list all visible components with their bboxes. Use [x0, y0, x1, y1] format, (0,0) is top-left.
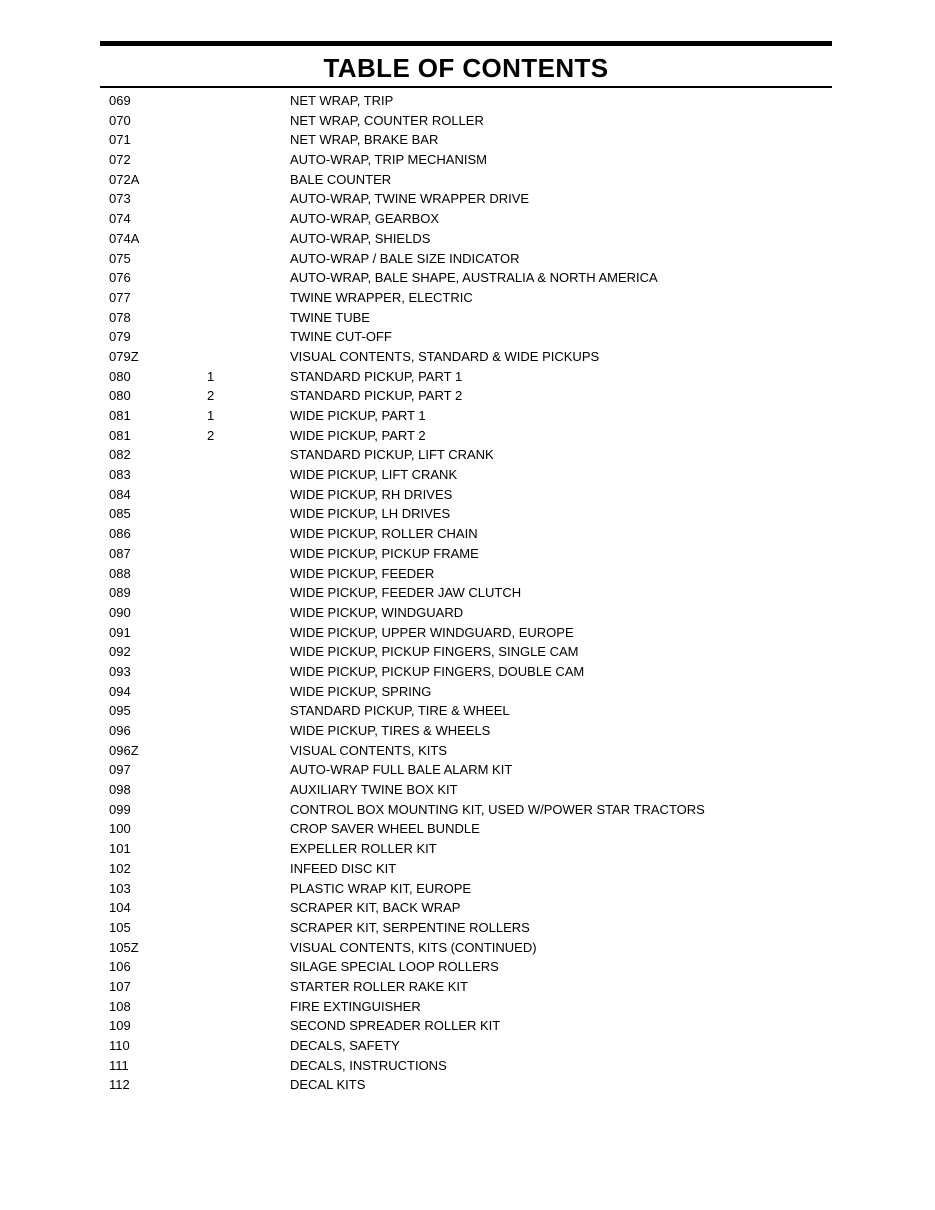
entry-description: WIDE PICKUP, ROLLER CHAIN: [290, 526, 478, 542]
entry-description: TWINE CUT-OFF: [290, 329, 392, 345]
table-row[interactable]: [0, 308, 935, 328]
entry-description: WIDE PICKUP, UPPER WINDGUARD, EUROPE: [290, 624, 574, 640]
table-row[interactable]: [0, 1036, 935, 1056]
section-number: 076: [109, 270, 131, 286]
entry-description: WIDE PICKUP, PICKUP FINGERS, SINGLE CAM: [290, 644, 579, 660]
table-row[interactable]: [0, 426, 935, 446]
section-number: 070: [109, 112, 131, 128]
entry-description: WIDE PICKUP, FEEDER JAW CLUTCH: [290, 585, 522, 601]
entry-description: CROP SAVER WHEEL BUNDLE: [290, 821, 480, 837]
entry-description: FIRE EXTINGUISHER: [290, 998, 421, 1014]
entry-description: STANDARD PICKUP, PART 2: [290, 388, 463, 404]
entry-description: SILAGE SPECIAL LOOP ROLLERS: [290, 959, 499, 975]
table-row[interactable]: [0, 288, 935, 308]
section-number: 074: [109, 211, 131, 227]
table-row[interactable]: [0, 583, 935, 603]
entry-description: AUTO-WRAP, SHIELDS: [290, 230, 431, 246]
section-number: 086: [109, 526, 131, 542]
table-row[interactable]: [0, 268, 935, 288]
entry-description: WIDE PICKUP, LH DRIVES: [290, 506, 451, 522]
section-number: 109: [109, 1018, 131, 1034]
table-row[interactable]: [0, 859, 935, 879]
entry-description: WIDE PICKUP, PART 1: [290, 408, 426, 423]
header-bottom-rule: [100, 86, 832, 88]
table-row[interactable]: [0, 623, 935, 643]
table-row[interactable]: [0, 130, 935, 150]
section-number: 110: [109, 1038, 130, 1053]
section-number: 089: [109, 585, 131, 601]
entry-description: DECAL KITS: [290, 1077, 366, 1093]
entry-description: STANDARD PICKUP, TIRE & WHEEL: [290, 703, 510, 719]
table-row[interactable]: [0, 1016, 935, 1036]
table-row[interactable]: [0, 445, 935, 465]
header-top-rule: [100, 41, 832, 46]
table-row[interactable]: [0, 839, 935, 859]
entry-description: CONTROL BOX MOUNTING KIT, USED W/POWER STAR TRACTORS: [290, 801, 705, 817]
table-row[interactable]: [0, 91, 935, 111]
section-number: 085: [109, 506, 131, 522]
section-number: 095: [109, 703, 131, 719]
section-number: 077: [109, 289, 131, 305]
section-number: 082: [109, 447, 131, 463]
section-number: 102: [109, 860, 131, 876]
table-row[interactable]: [0, 347, 935, 367]
part-number: 2: [207, 427, 215, 443]
table-of-contents-list: [0, 91, 935, 1095]
entry-description: AUTO-WRAP, BALE SHAPE, AUSTRALIA & NORTH AMERICA: [290, 270, 658, 286]
entry-description: WIDE PICKUP, WINDGUARD: [290, 604, 464, 620]
table-row[interactable]: [0, 386, 935, 406]
section-number: 075: [109, 250, 131, 266]
section-number: 090: [109, 604, 131, 620]
entry-description: SCRAPER KIT, BACK WRAP: [290, 900, 461, 916]
section-number: 072A: [109, 171, 140, 187]
table-row[interactable]: [0, 957, 935, 977]
entry-description: TWINE WRAPPER, ELECTRIC: [290, 289, 473, 305]
section-number: 111: [109, 1057, 129, 1073]
table-row[interactable]: [0, 741, 935, 761]
section-number: 080: [109, 388, 131, 404]
table-row[interactable]: [0, 111, 935, 131]
table-row[interactable]: [0, 209, 935, 229]
entry-description: NET WRAP, TRIP: [290, 93, 394, 108]
table-row[interactable]: [0, 780, 935, 800]
table-row[interactable]: [0, 938, 935, 958]
entry-description: WIDE PICKUP, LIFT CRANK: [290, 467, 458, 483]
table-row[interactable]: [0, 249, 935, 269]
section-number: 087: [109, 545, 131, 561]
section-number: 084: [109, 486, 131, 502]
section-number: 105Z: [109, 939, 139, 955]
entry-description: AUXILIARY TWINE BOX KIT: [290, 782, 458, 798]
table-row[interactable]: [0, 879, 935, 899]
table-row[interactable]: [0, 189, 935, 209]
table-row[interactable]: [0, 997, 935, 1017]
section-number: 092: [109, 644, 131, 660]
entry-description: INFEED DISC KIT: [290, 860, 397, 876]
table-row[interactable]: [0, 544, 935, 564]
section-number: 083: [109, 467, 131, 483]
table-row[interactable]: [0, 150, 935, 170]
section-number: 096: [109, 723, 131, 738]
entry-description: AUTO-WRAP, TRIP MECHANISM: [290, 152, 487, 168]
entry-description: AUTO-WRAP FULL BALE ALARM KIT: [290, 762, 513, 778]
table-row[interactable]: [0, 564, 935, 584]
part-number: 2: [207, 388, 215, 404]
page-title: TABLE OF CONTENTS: [323, 53, 609, 83]
entry-description: VISUAL CONTENTS, KITS (CONTINUED): [290, 939, 537, 955]
section-number: 108: [109, 998, 131, 1014]
entry-description: NET WRAP, COUNTER ROLLER: [290, 112, 484, 128]
section-number: 101: [109, 841, 131, 857]
table-row[interactable]: [0, 406, 935, 426]
entry-description: WIDE PICKUP, PICKUP FINGERS, DOUBLE CAM: [290, 663, 585, 679]
part-number: 1: [207, 408, 215, 423]
entry-description: VISUAL CONTENTS, KITS: [290, 742, 447, 758]
table-row[interactable]: [0, 1075, 935, 1095]
entry-description: WIDE PICKUP, TIRES & WHEELS: [290, 723, 491, 738]
section-number: 079: [109, 329, 131, 345]
entry-description: STARTER ROLLER RAKE KIT: [290, 978, 468, 994]
table-row[interactable]: [0, 760, 935, 780]
table-row[interactable]: [0, 898, 935, 918]
section-number: 100: [109, 821, 131, 837]
table-row[interactable]: [0, 701, 935, 721]
entry-description: STANDARD PICKUP, LIFT CRANK: [290, 447, 494, 463]
entry-description: DECALS, SAFETY: [290, 1038, 400, 1053]
entry-description: WIDE PICKUP, SPRING: [290, 683, 432, 699]
part-number: 1: [207, 368, 215, 384]
table-row[interactable]: [0, 504, 935, 524]
entry-description: SCRAPER KIT, SERPENTINE ROLLERS: [290, 919, 530, 935]
section-number: 074A: [109, 230, 140, 246]
section-number: 073: [109, 191, 131, 207]
section-number: 096Z: [109, 742, 139, 758]
section-number: 080: [109, 368, 131, 384]
table-row[interactable]: [0, 662, 935, 682]
entry-description: BALE COUNTER: [290, 171, 392, 187]
entry-description: AUTO-WRAP / BALE SIZE INDICATOR: [290, 250, 520, 266]
table-row[interactable]: [0, 465, 935, 485]
section-number: 099: [109, 801, 131, 817]
entry-description: DECALS, INSTRUCTIONS: [290, 1057, 447, 1073]
section-number: 094: [109, 683, 131, 699]
table-row[interactable]: [0, 524, 935, 544]
entry-description: AUTO-WRAP, GEARBOX: [290, 211, 440, 227]
table-row[interactable]: [0, 367, 935, 387]
table-row[interactable]: [0, 682, 935, 702]
section-number: 081: [109, 427, 131, 443]
section-number: 104: [109, 900, 131, 916]
section-number: 079Z: [109, 348, 139, 364]
section-number: 088: [109, 565, 131, 581]
section-number: 081: [109, 408, 131, 423]
table-row[interactable]: [0, 918, 935, 938]
table-row[interactable]: [0, 800, 935, 820]
entry-description: VISUAL CONTENTS, STANDARD & WIDE PICKUPS: [290, 348, 600, 364]
table-row[interactable]: [0, 977, 935, 997]
section-number: 071: [109, 132, 131, 148]
section-number: 106: [109, 959, 131, 975]
entry-description: WIDE PICKUP, PICKUP FRAME: [290, 545, 479, 561]
section-number: 078: [109, 309, 131, 325]
section-number: 091: [109, 624, 131, 640]
entry-description: EXPELLER ROLLER KIT: [290, 841, 437, 857]
entry-description: SECOND SPREADER ROLLER KIT: [290, 1018, 501, 1034]
table-row[interactable]: [0, 642, 935, 662]
section-number: 107: [109, 978, 131, 994]
section-number: 097: [109, 762, 131, 778]
table-row[interactable]: [0, 1056, 935, 1076]
table-row[interactable]: [0, 327, 935, 347]
table-row[interactable]: [0, 603, 935, 623]
section-number: 069: [109, 93, 131, 108]
entry-description: TWINE TUBE: [290, 309, 370, 325]
table-row[interactable]: [0, 485, 935, 505]
table-row[interactable]: [0, 819, 935, 839]
entry-description: WIDE PICKUP, FEEDER: [290, 565, 435, 581]
section-number: 072: [109, 152, 131, 168]
entry-description: STANDARD PICKUP, PART 1: [290, 368, 463, 384]
entry-description: AUTO-WRAP, TWINE WRAPPER DRIVE: [290, 191, 530, 207]
entry-description: PLASTIC WRAP KIT, EUROPE: [290, 880, 472, 896]
section-number: 103: [109, 880, 131, 896]
entry-description: WIDE PICKUP, PART 2: [290, 427, 426, 443]
entry-description: NET WRAP, BRAKE BAR: [290, 132, 439, 148]
table-row[interactable]: [0, 170, 935, 190]
section-number: 098: [109, 782, 131, 798]
section-number: 105: [109, 919, 131, 935]
section-number: 093: [109, 663, 131, 679]
table-row[interactable]: [0, 229, 935, 249]
entry-description: WIDE PICKUP, RH DRIVES: [290, 486, 453, 502]
table-row[interactable]: [0, 721, 935, 741]
section-number: 112: [109, 1077, 130, 1093]
